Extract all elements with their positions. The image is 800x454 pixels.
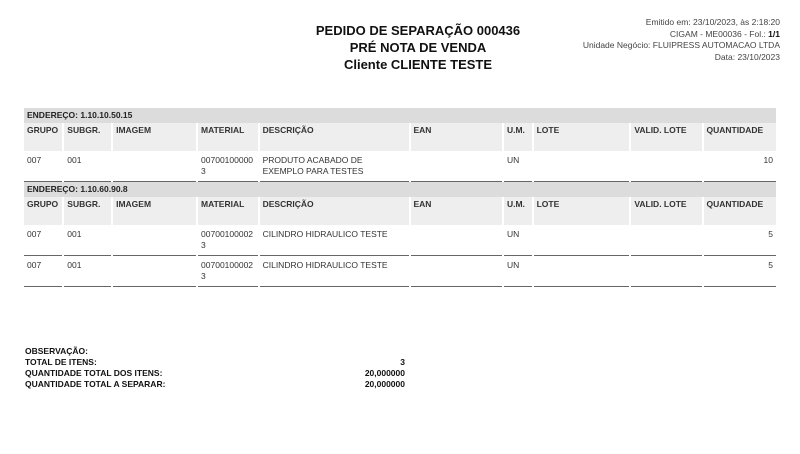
- cell-grupo: 007: [24, 151, 62, 182]
- qtd-total-label: QUANTIDADE TOTAL DOS ITENS:: [25, 368, 163, 378]
- address-label: ENDEREÇO: 1.10.10.50.15: [24, 108, 776, 123]
- cell-subgr: 001: [64, 151, 111, 182]
- observacao-label: OBSERVAÇÃO:: [25, 346, 88, 356]
- col-lote: LOTE: [534, 197, 630, 225]
- cell-material: 007001000003: [198, 151, 258, 182]
- unidade-negocio: Unidade Negócio: FLUIPRESS AUTOMACAO LTDA: [582, 40, 780, 50]
- col-ean: EAN: [411, 123, 502, 151]
- col-grupo: GRUPO: [24, 123, 62, 151]
- col-subgr: SUBGR.: [64, 123, 111, 151]
- cell-ean: [411, 256, 502, 287]
- sistema-code: CIGAM - ME00036 - Fol.:: [669, 28, 769, 39]
- document-title: [290, 22, 546, 73]
- total-itens-label: TOTAL DE ITENS:: [25, 357, 97, 367]
- address-row: [24, 182, 776, 197]
- cell-imagem: [113, 256, 196, 287]
- qtd-separar-line: [25, 379, 405, 390]
- col-ean: EAN: [411, 197, 502, 225]
- cell-imagem: [113, 225, 196, 256]
- address-row: [24, 108, 776, 123]
- table-row: [24, 225, 776, 256]
- cell-valid-lote: [631, 256, 701, 287]
- col-descricao: DESCRIÇÃO: [260, 123, 409, 151]
- cell-quantidade: 5: [704, 225, 776, 256]
- column-header-row: [24, 197, 776, 225]
- cell-grupo: 007: [24, 256, 62, 287]
- qtd-total-value: 20,000000: [364, 368, 405, 378]
- total-itens-value: 3: [400, 357, 405, 367]
- col-valid-lote: VALID. LOTE: [631, 197, 701, 225]
- total-itens-line: [25, 357, 405, 368]
- qtd-separar-value: 20,000000: [364, 379, 405, 389]
- document-date: Data: 23/10/2023: [714, 51, 780, 62]
- col-grupo: GRUPO: [24, 197, 62, 225]
- qtd-separar-label: QUANTIDADE TOTAL A SEPARAR:: [25, 379, 166, 389]
- title-pre-nota: PRÉ NOTA DE VENDA: [349, 40, 487, 55]
- cell-quantidade: 5: [704, 256, 776, 287]
- table-row: [24, 256, 776, 287]
- column-header-row: [24, 123, 776, 151]
- col-quantidade: QUANTIDADE: [704, 123, 776, 151]
- col-um: U.M.: [504, 197, 532, 225]
- cell-subgr: 001: [64, 256, 111, 287]
- cell-descricao: CILINDRO HIDRAULICO TESTE: [260, 256, 409, 287]
- table-row: [24, 151, 776, 182]
- cell-quantidade: 10: [704, 151, 776, 182]
- cell-um: UN: [504, 151, 532, 182]
- col-material: MATERIAL: [198, 197, 258, 225]
- cell-material: 007001000023: [198, 225, 258, 256]
- title-pedido: PEDIDO DE SEPARAÇÃO 000436: [315, 23, 521, 38]
- folha-number: 1/1: [768, 28, 780, 39]
- col-material: MATERIAL: [198, 123, 258, 151]
- col-descricao: DESCRIÇÃO: [260, 197, 409, 225]
- cell-lote: [534, 256, 630, 287]
- emitido-em: Emitido em: 23/10/2023, às 2:18:20: [645, 17, 780, 27]
- title-cliente: Cliente CLIENTE TESTE: [343, 57, 493, 72]
- cell-subgr: 001: [64, 225, 111, 256]
- summary-block: [25, 346, 405, 390]
- col-lote: LOTE: [534, 123, 630, 151]
- sistema-folha: [540, 29, 780, 41]
- cell-um: UN: [504, 256, 532, 287]
- cell-ean: [411, 151, 502, 182]
- cell-imagem: [113, 151, 196, 182]
- cell-ean: [411, 225, 502, 256]
- cell-valid-lote: [631, 151, 701, 182]
- col-quantidade: QUANTIDADE: [704, 197, 776, 225]
- col-valid-lote: VALID. LOTE: [631, 123, 701, 151]
- col-subgr: SUBGR.: [64, 197, 111, 225]
- cell-grupo: 007: [24, 225, 62, 256]
- cell-lote: [534, 225, 630, 256]
- document-meta: [540, 17, 780, 63]
- cell-lote: [534, 151, 630, 182]
- cell-descricao: PRODUTO ACABADO DE EXEMPLO PARA TESTES: [260, 151, 409, 182]
- col-imagem: IMAGEM: [113, 123, 196, 151]
- cell-um: UN: [504, 225, 532, 256]
- cell-descricao: CILINDRO HIDRAULICO TESTE: [260, 225, 409, 256]
- cell-material: 007001000023: [198, 256, 258, 287]
- col-um: U.M.: [504, 123, 532, 151]
- address-label: ENDEREÇO: 1.10.60.90.8: [24, 182, 776, 197]
- col-imagem: IMAGEM: [113, 197, 196, 225]
- cell-valid-lote: [631, 225, 701, 256]
- qtd-total-line: [25, 368, 405, 379]
- items-table: [22, 108, 778, 287]
